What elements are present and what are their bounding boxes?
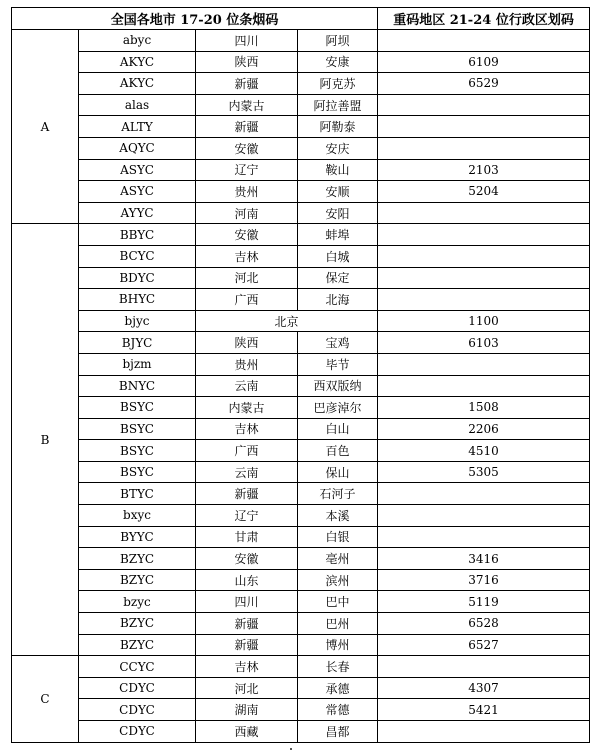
city-cell: 西双版纳 [298,375,378,397]
province-cell: 新疆 [196,116,298,138]
city-cell: 巴州 [298,613,378,635]
province-cell: 甘肃 [196,526,298,548]
cigarette-code-cell: ALTY [79,116,196,138]
admin-code-cell: 6109 [378,51,590,73]
province-cell: 新疆 [196,634,298,656]
province-cell: 贵州 [196,181,298,203]
admin-code-cell: 6527 [378,634,590,656]
admin-code-cell: 4510 [378,440,590,462]
table-row [12,310,590,332]
city-cell: 巴中 [298,591,378,613]
city-cell: 阿勒泰 [298,116,378,138]
admin-code-cell: 6528 [378,613,590,635]
cigarette-code-cell: ASYC [79,159,196,181]
cigarette-code-cell: CDYC [79,677,196,699]
city-cell: 百色 [298,440,378,462]
city-cell: 本溪 [298,505,378,527]
province-cell: 内蒙古 [196,397,298,419]
city-cell: 宝鸡 [298,332,378,354]
table-row [12,245,590,267]
province-cell: 吉林 [196,656,298,678]
admin-code-cell: 3416 [378,548,590,570]
cigarette-code-cell: BZYC [79,569,196,591]
cigarette-code-cell: BHYC [79,289,196,311]
table-row [12,677,590,699]
province-cell: 贵州 [196,353,298,375]
province-cell: 新疆 [196,73,298,95]
province-cell: 新疆 [196,613,298,635]
province-cell: 河北 [196,267,298,289]
cigarette-code-cell: alas [79,94,196,116]
admin-code-cell [378,94,590,116]
cigarette-code-cell: abyc [79,30,196,52]
province-cell: 广西 [196,440,298,462]
header-row [12,8,590,30]
province-cell: 陕西 [196,51,298,73]
admin-code-cell: 4307 [378,677,590,699]
province-cell: 云南 [196,375,298,397]
header-left: 全国各地市 17-20 位条烟码 [12,8,378,30]
table-row [12,30,590,52]
cigarette-code-cell: AKYC [79,73,196,95]
cigarette-code-cell: BYYC [79,526,196,548]
city-cell: 安阳 [298,202,378,224]
table-row [12,73,590,95]
cigarette-code-cell: BNYC [79,375,196,397]
province-cell: 山东 [196,569,298,591]
city-cell: 昌都 [298,721,378,743]
province-cell: 四川 [196,30,298,52]
admin-code-cell [378,375,590,397]
province-cell: 新疆 [196,483,298,505]
table-row [12,591,590,613]
table-row [12,353,590,375]
table-row [12,224,590,246]
cigarette-code-cell: BZYC [79,613,196,635]
table-row [12,613,590,635]
city-cell: 石河子 [298,483,378,505]
table-row [12,289,590,311]
cigarette-code-cell: ASYC [79,181,196,203]
admin-code-cell [378,483,590,505]
admin-code-cell: 6529 [378,73,590,95]
city-cell: 阿克苏 [298,73,378,95]
cigarette-code-cell: BTYC [79,483,196,505]
city-cell: 白城 [298,245,378,267]
table-row [12,461,590,483]
group-letter: C [12,656,79,742]
province-cell: 安徽 [196,137,298,159]
stray-mark [290,748,292,750]
city-cell: 博州 [298,634,378,656]
admin-code-cell: 5119 [378,591,590,613]
city-cell: 安顺 [298,181,378,203]
admin-code-cell: 5204 [378,181,590,203]
region-merged-cell: 北京 [196,310,378,332]
city-cell: 阿拉善盟 [298,94,378,116]
city-cell: 滨州 [298,569,378,591]
cigarette-code-cell: CDYC [79,721,196,743]
cigarette-code-cell: AQYC [79,137,196,159]
cigarette-code-cell: CDYC [79,699,196,721]
city-cell: 鞍山 [298,159,378,181]
city-cell: 亳州 [298,548,378,570]
table-row [12,332,590,354]
admin-code-cell [378,505,590,527]
city-cell: 常德 [298,699,378,721]
city-cell: 毕节 [298,353,378,375]
city-cell: 安庆 [298,137,378,159]
table-row [12,483,590,505]
admin-code-cell [378,245,590,267]
table-row [12,375,590,397]
province-cell: 内蒙古 [196,94,298,116]
table-row [12,137,590,159]
city-cell: 北海 [298,289,378,311]
city-cell: 长春 [298,656,378,678]
admin-code-cell: 3716 [378,569,590,591]
province-cell: 广西 [196,289,298,311]
cigarette-code-cell: AYYC [79,202,196,224]
admin-code-cell [378,289,590,311]
cigarette-code-cell: BCYC [79,245,196,267]
province-cell: 西藏 [196,721,298,743]
cigarette-code-cell: AKYC [79,51,196,73]
table-body [12,8,590,743]
cigarette-code-cell: BSYC [79,461,196,483]
admin-code-cell [378,116,590,138]
cigarette-code-cell: BSYC [79,440,196,462]
province-cell: 辽宁 [196,505,298,527]
cigarette-code-cell: bzyc [79,591,196,613]
table-row [12,721,590,743]
admin-code-cell [378,137,590,159]
admin-code-cell: 6103 [378,332,590,354]
table-row [12,699,590,721]
admin-code-cell: 5305 [378,461,590,483]
table-row [12,267,590,289]
province-cell: 辽宁 [196,159,298,181]
cigarette-code-cell: BSYC [79,418,196,440]
admin-code-cell: 1508 [378,397,590,419]
province-cell: 吉林 [196,245,298,267]
table-row [12,526,590,548]
cigarette-code-cell: BDYC [79,267,196,289]
cigarette-code-cell: CCYC [79,656,196,678]
table-row [12,440,590,462]
table-row [12,94,590,116]
group-letter: B [12,224,79,656]
table-row [12,159,590,181]
admin-code-cell [378,526,590,548]
table-row [12,181,590,203]
admin-code-cell [378,267,590,289]
cigarette-code-cell: BBYC [79,224,196,246]
cigarette-code-cell: BJYC [79,332,196,354]
admin-code-cell: 5421 [378,699,590,721]
admin-code-cell [378,656,590,678]
city-cell: 安康 [298,51,378,73]
table-row [12,569,590,591]
table-row [12,397,590,419]
table-row [12,634,590,656]
admin-code-cell: 2103 [378,159,590,181]
table-row [12,202,590,224]
table-row [12,548,590,570]
city-cell: 蚌埠 [298,224,378,246]
province-cell: 河南 [196,202,298,224]
city-cell: 承德 [298,677,378,699]
group-letter: A [12,30,79,224]
province-cell: 吉林 [196,418,298,440]
province-cell: 陕西 [196,332,298,354]
cigarette-code-cell: bjyc [79,310,196,332]
cigarette-code-table [11,7,590,743]
province-cell: 四川 [196,591,298,613]
admin-code-cell [378,721,590,743]
province-cell: 安徽 [196,548,298,570]
province-cell: 湖南 [196,699,298,721]
city-cell: 白银 [298,526,378,548]
table-row [12,116,590,138]
cigarette-code-cell: bjzm [79,353,196,375]
table-row [12,656,590,678]
table-row [12,51,590,73]
admin-code-cell [378,30,590,52]
admin-code-cell [378,353,590,375]
city-cell: 白山 [298,418,378,440]
table-row [12,505,590,527]
cigarette-code-cell: BZYC [79,634,196,656]
cigarette-code-cell: bxyc [79,505,196,527]
province-cell: 云南 [196,461,298,483]
cigarette-code-cell: BZYC [79,548,196,570]
admin-code-cell [378,224,590,246]
admin-code-cell: 2206 [378,418,590,440]
city-cell: 保山 [298,461,378,483]
province-cell: 安徽 [196,224,298,246]
table-row [12,418,590,440]
admin-code-cell: 1100 [378,310,590,332]
cigarette-code-cell: BSYC [79,397,196,419]
header-right: 重码地区 21-24 位行政区划码 [378,8,590,30]
province-cell: 河北 [196,677,298,699]
city-cell: 巴彦淖尔 [298,397,378,419]
admin-code-cell [378,202,590,224]
city-cell: 保定 [298,267,378,289]
city-cell: 阿坝 [298,30,378,52]
